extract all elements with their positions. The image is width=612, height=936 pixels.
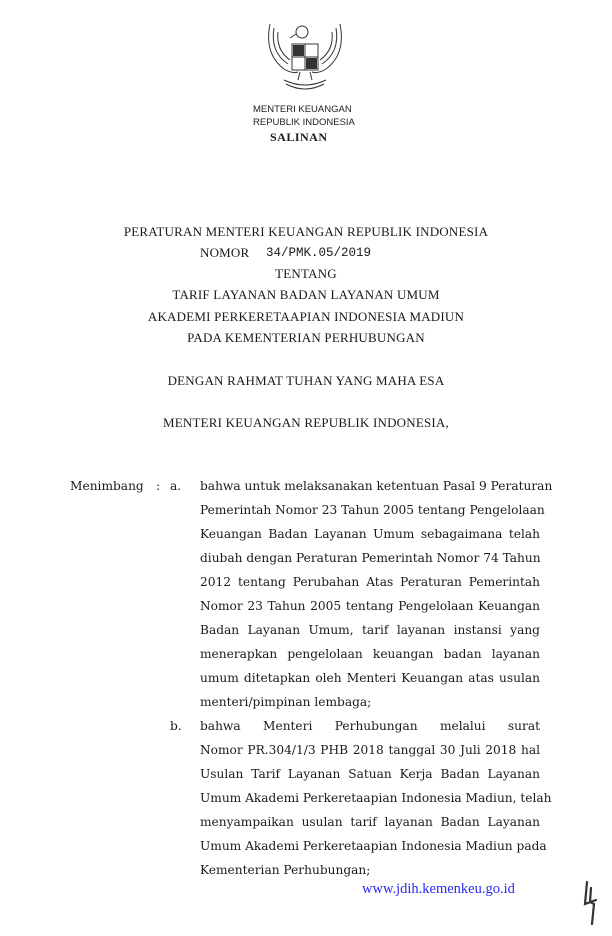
- text-line: Umum Akademi Perkeretaapian Indonesia Madiun pada: [200, 839, 547, 853]
- jdih-website-link[interactable]: www.jdih.kemenkeu.go.id: [362, 881, 515, 897]
- letterhead-republic: REPUBLIK INDONESIA: [253, 117, 355, 128]
- text-line: Nomor PR.304/1/3 PHB 2018 tanggal 30 Juli 2018 hal: [200, 743, 540, 757]
- text-line: Kementerian Perhubungan;: [200, 863, 371, 877]
- garuda-emblem-icon: [262, 14, 348, 98]
- item-b-marker: b.: [170, 719, 182, 733]
- menimbang-colon: :: [156, 479, 161, 493]
- subject-line-1: TARIF LAYANAN BADAN LAYANAN UMUM: [172, 287, 440, 302]
- nomor-label: NOMOR: [200, 245, 250, 260]
- text-line: 2012 tentang Perubahan Atas Peraturan Pemerintah: [200, 575, 540, 589]
- text-line: bahwa untuk melaksanakan ketentuan Pasal 9 Peraturan: [200, 479, 553, 493]
- text-line: Keuangan Badan Layanan Umum sebagaimana telah: [200, 527, 540, 541]
- nomor-value: 34/PMK.05/2019: [266, 246, 372, 260]
- handwritten-page-mark-icon: [582, 880, 602, 926]
- text-line: diubah dengan Peraturan Pemerintah Nomor 74 Tahun: [200, 551, 541, 565]
- issuer: MENTERI KEUANGAN REPUBLIK INDONESIA,: [163, 415, 449, 430]
- subject-line-2: AKADEMI PERKERETAAPIAN INDONESIA MADIUN: [147, 309, 465, 324]
- menimbang-label: Menimbang: [70, 479, 144, 493]
- regulation-title: PERATURAN MENTERI KEUANGAN REPUBLIK INDONESIA: [123, 224, 489, 239]
- text-line: menyampaikan usulan tarif layanan Badan Layanan: [200, 815, 540, 829]
- salinan-stamp: SALINAN: [270, 130, 328, 144]
- text-line: Nomor 23 Tahun 2005 tentang Pengelolaan Keuangan: [200, 599, 540, 613]
- text-line: menteri/pimpinan lembaga;: [200, 695, 372, 709]
- text-line: menerapkan pengelolaan keuangan badan layanan: [200, 647, 540, 661]
- item-a-marker: a.: [170, 479, 182, 493]
- subject-line-3: PADA KEMENTERIAN PERHUBUNGAN: [187, 330, 425, 345]
- text-line: umum ditetapkan oleh Menteri Keuangan atas usulan: [200, 671, 540, 685]
- tentang-heading: TENTANG: [275, 266, 337, 281]
- text-line: Pemerintah Nomor 23 Tahun 2005 tentang Pengelolaan: [200, 503, 545, 517]
- text-line: bahwa Menteri Perhubungan melalui surat: [200, 719, 540, 733]
- invocation: DENGAN RAHMAT TUHAN YANG MAHA ESA: [167, 373, 445, 388]
- text-line: Umum Akademi Perkeretaapian Indonesia Madiun, telah: [200, 791, 552, 805]
- letterhead-ministry: MENTERI KEUANGAN: [253, 104, 352, 115]
- text-line: Usulan Tarif Layanan Satuan Kerja Badan Layanan: [200, 767, 540, 781]
- text-line: Badan Layanan Umum, tarif layanan instansi yang: [200, 623, 540, 637]
